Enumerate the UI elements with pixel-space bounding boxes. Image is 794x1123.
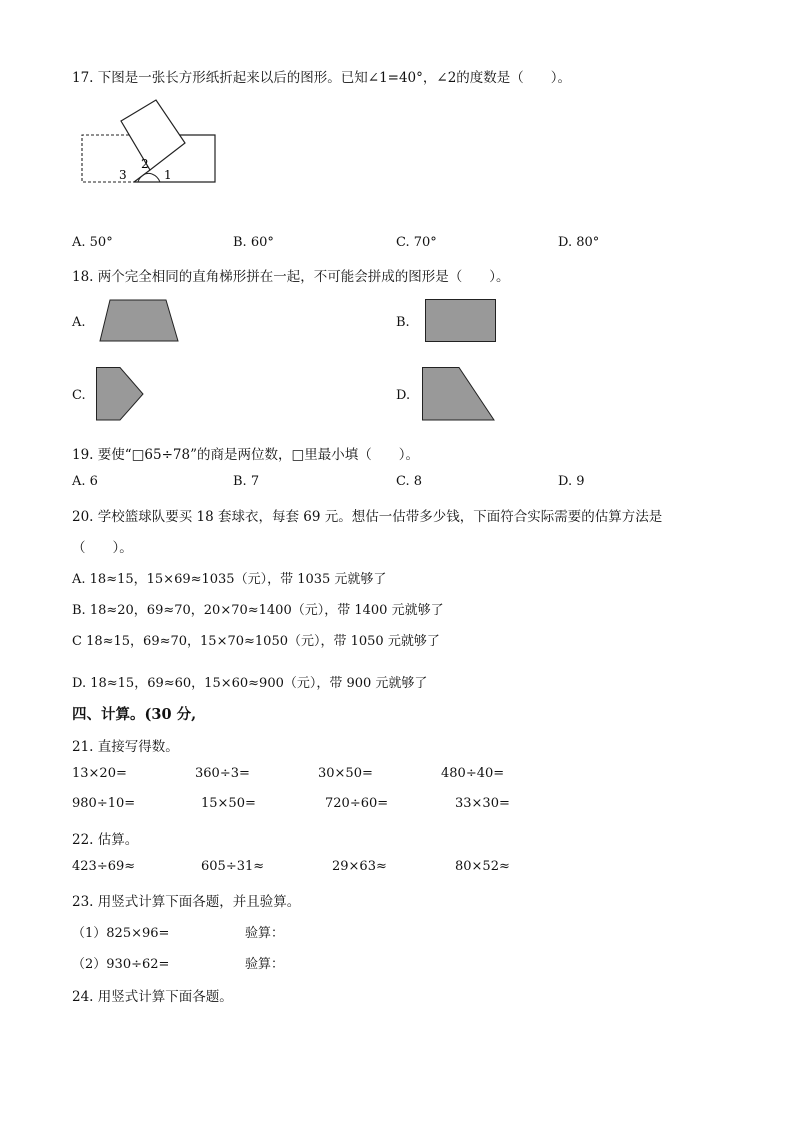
q20-stem-line1: 20. 学校篮球队要买 18 套球衣，每套 69 元。想估一估带多少钱，下面符合实际需要的估算方法是 — [72, 509, 663, 525]
q20-stem-line2: （ ）。 — [72, 540, 133, 556]
section-4-heading: 四、计算。(30 分, — [72, 706, 197, 723]
q20-option-b[interactable]: B. 18≈20，69≈70，20×70≈1400（元），带 1400 元就够了 — [72, 603, 444, 618]
q19-option-d[interactable]: D. 9 — [558, 474, 585, 489]
q20-option-c[interactable]: C 18≈15，69≈70，15×70≈1050（元），带 1050 元就够了 — [72, 634, 440, 649]
q17-option-b[interactable]: B. 60° — [233, 235, 274, 250]
q22-item-2: 605÷31≈ — [201, 859, 265, 874]
q18-shape-a-isosceles-trapezoid[interactable] — [98, 298, 180, 344]
folded-flap — [121, 100, 185, 170]
q18-option-b-label[interactable]: B. — [396, 315, 410, 330]
q18-shape-b-rectangle[interactable] — [424, 298, 498, 344]
q18-shape-c-pentagon[interactable] — [95, 366, 147, 422]
q21-item-3: 30×50= — [318, 766, 373, 781]
q22-item-1: 423÷69≈ — [72, 859, 136, 874]
q23-item-1-check: 验算： — [245, 926, 285, 941]
q19-option-c[interactable]: C. 8 — [396, 474, 423, 489]
q22-item-3: 29×63≈ — [332, 859, 387, 874]
q23-stem: 23. 用竖式计算下面各题，并且验算。 — [72, 894, 301, 910]
q20-option-d[interactable]: D. 18≈15，69≈60，15×60≈900（元），带 900 元就够了 — [72, 676, 428, 691]
q21-stem: 21. 直接写得数。 — [72, 739, 179, 755]
angle-1-arc — [152, 174, 160, 182]
q21-item-7: 720÷60= — [325, 796, 389, 811]
q21-item-6: 15×50= — [201, 796, 256, 811]
q18-option-c-label[interactable]: C. — [72, 388, 86, 403]
q17-folded-paper-figure — [76, 96, 222, 188]
q19-option-a[interactable]: A. 6 — [72, 474, 98, 489]
q17-option-d[interactable]: D. 80° — [558, 235, 600, 250]
q22-stem: 22. 估算。 — [72, 832, 139, 848]
q20-option-a[interactable]: A. 18≈15，15×69≈1035（元），带 1035 元就够了 — [72, 572, 387, 587]
q17-option-a[interactable]: A. 50° — [72, 235, 113, 250]
q22-item-4: 80×52≈ — [455, 859, 510, 874]
q17-option-c[interactable]: C. 70° — [396, 235, 437, 250]
q18-stem: 18. 两个完全相同的直角梯形拼在一起，不可能会拼成的图形是（ ）。 — [72, 269, 510, 285]
q23-item-2-expr: （2）930÷62= — [72, 957, 170, 972]
q21-item-5: 980÷10= — [72, 796, 136, 811]
q17-stem: 17. 下图是一张长方形纸折起来以后的图形。已知∠1=40°，∠2的度数是（ ）。 — [72, 70, 572, 86]
q18-option-a-label[interactable]: A. — [72, 315, 86, 330]
angle-label-2: 2 — [141, 157, 149, 171]
q24-stem: 24. 用竖式计算下面各题。 — [72, 989, 233, 1005]
q19-stem: 19. 要使“□65÷78”的商是两位数，□里最小填（ ）。 — [72, 447, 419, 463]
q21-item-8: 33×30= — [455, 796, 510, 811]
q19-option-b[interactable]: B. 7 — [233, 474, 260, 489]
q18-option-d-label[interactable]: D. — [396, 388, 411, 403]
q21-item-4: 480÷40= — [441, 766, 505, 781]
q23-item-1-expr: （1）825×96= — [72, 926, 170, 941]
angle-label-3: 3 — [119, 168, 127, 182]
q21-item-1: 13×20= — [72, 766, 127, 781]
q23-item-2-check: 验算： — [245, 957, 285, 972]
q18-shape-d-right-trapezoid[interactable] — [421, 366, 497, 422]
q21-item-2: 360÷3= — [195, 766, 250, 781]
angle-label-1: 1 — [164, 168, 172, 182]
